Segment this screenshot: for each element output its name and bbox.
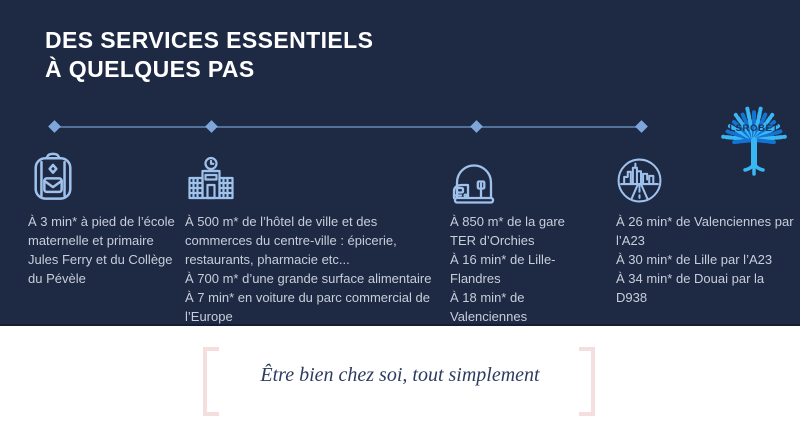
service-line: À 700 m* d’une grande surface alimentaire	[185, 271, 432, 286]
service-line: À 26 min* de Valenciennes par l’A23	[616, 214, 794, 248]
logo-text: LSROBET	[729, 123, 779, 134]
timeline-diamond-marker	[470, 120, 483, 133]
service-column-train	[450, 148, 588, 326]
page-title	[45, 26, 373, 84]
service-line: À 34 min* de Douai par la D938	[616, 271, 765, 305]
service-text	[185, 212, 437, 326]
timeline-diamond-marker	[48, 120, 61, 133]
service-line: À 7 min* en voiture du parc commercial de l’Europe	[185, 290, 430, 324]
service-line: À 16 min* de Lille-Flandres	[450, 252, 556, 286]
title-line-2: À QUELQUES PAS	[45, 56, 255, 82]
quote-text: Être bien chez soi, tout simplement	[260, 364, 540, 386]
town-hall-icon	[185, 156, 237, 204]
service-text	[616, 212, 798, 307]
service-text	[450, 212, 588, 326]
timeline-diamond-marker	[635, 120, 648, 133]
title-line-1: DES SERVICES ESSENTIELS	[45, 27, 374, 53]
train-tunnel-icon	[450, 162, 496, 204]
backpack-icon	[28, 149, 78, 204]
service-line: À 18 min* de Valenciennes	[450, 290, 528, 324]
icon-row	[185, 148, 437, 204]
service-column-school	[28, 148, 180, 288]
timeline-diamond-marker	[205, 120, 218, 133]
service-line: À 3 min* à pied de l’école maternelle et primaire Jules Ferry et du Collège du Pévèle	[28, 214, 175, 286]
timeline-line	[54, 126, 643, 128]
tree-icon	[712, 100, 796, 182]
tree-logo	[712, 100, 796, 182]
service-text	[28, 212, 180, 288]
service-column-shops	[185, 148, 437, 326]
icon-row	[28, 148, 180, 204]
service-line: À 30 min* de Lille par l’A23	[616, 252, 773, 267]
road-city-icon	[616, 157, 663, 204]
quote-right-bracket	[579, 347, 595, 416]
quote-left-bracket	[203, 347, 219, 416]
service-line: À 500 m* de l’hôtel de ville et des commerces du centre-ville : épicerie, restaurants, pharmacie etc...	[185, 214, 397, 267]
service-line: À 850 m* de la gare TER d’Orchies	[450, 214, 565, 248]
icon-row	[450, 148, 588, 204]
